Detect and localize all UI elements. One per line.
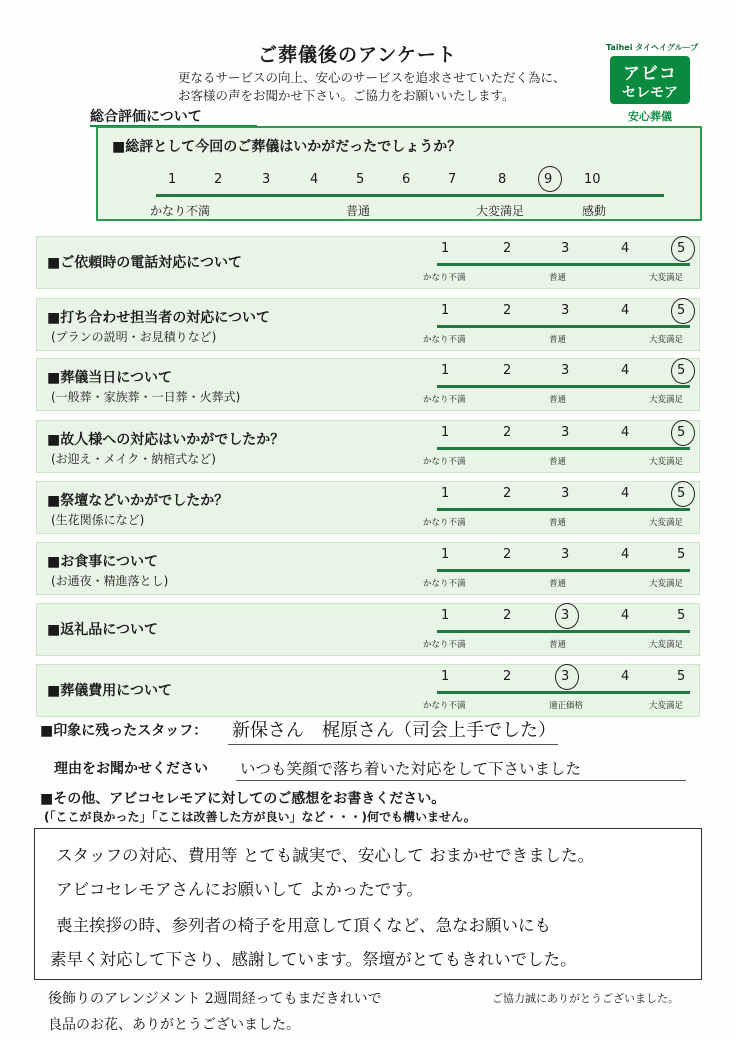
rating-option-4[interactable]: 4: [621, 363, 630, 378]
overall-scale-number[interactable]: 5: [356, 172, 365, 187]
rating-option-5[interactable]: 5: [677, 669, 686, 684]
selected-rating-mark: [555, 603, 579, 629]
rating-option-3[interactable]: 3: [561, 241, 570, 256]
question-title: ■返礼品について: [47, 622, 158, 638]
intro-line-2: お客様の声をお聞かせ下さい。ご協力をお願いいたします。: [178, 88, 515, 103]
question-title: ■ご依頼時の電話対応について: [47, 255, 242, 271]
overall-scale-number[interactable]: 2: [214, 172, 223, 187]
selected-rating-mark: [555, 664, 579, 690]
rating-label-low: かなり不満: [423, 457, 466, 467]
rating-option-2[interactable]: 2: [503, 363, 512, 378]
rating-option-3[interactable]: 3: [561, 425, 570, 440]
company-logo: [604, 40, 699, 130]
overall-scale-number[interactable]: 1: [168, 172, 177, 187]
rating-label-mid: 普通: [549, 518, 567, 528]
question-title: ■打ち合わせ担当者の対応について: [47, 310, 270, 326]
overall-section-title: [90, 106, 257, 126]
rating-option-4[interactable]: 4: [621, 608, 630, 623]
rating-option-4[interactable]: 4: [621, 425, 630, 440]
rating-label-high: 大変満足: [649, 273, 684, 283]
intro-line-1: 更なるサービスの向上、安心のサービスを追求させていただく為に、: [178, 70, 566, 85]
overall-scale-number[interactable]: 10: [584, 172, 601, 187]
rating-label-high: 大変満足: [649, 335, 684, 345]
overall-label-low: かなり不満: [150, 204, 211, 218]
question-subtitle: (生花関係になど): [51, 513, 145, 527]
rating-label-high: 大変満足: [649, 640, 684, 650]
rating-label-mid: 適正価格: [549, 701, 584, 711]
rating-scale-line: [437, 325, 690, 328]
reason-answer: いつも笑顔で落ち着いた対応をして下さいました: [240, 760, 582, 778]
rating-option-2[interactable]: 2: [503, 486, 512, 501]
rating-option-1[interactable]: 1: [441, 363, 450, 378]
comment-line-1: スタッフの対応、費用等 とても誠実で、安心して おまかせできました。: [56, 846, 595, 865]
comments-label: ■その他、アビコセレモアに対してのご感想をお書きください。: [40, 791, 446, 807]
question-subtitle: (一般葬・家族葬・一日葬・火葬式): [51, 390, 241, 404]
staff-answer-line: [228, 744, 558, 745]
rating-scale-line: [437, 691, 690, 694]
staff-label: ■印象に残ったスタッフ：: [40, 723, 208, 739]
rating-scale-line: [437, 630, 690, 633]
overall-scale-number[interactable]: 7: [448, 172, 457, 187]
logo-tagline: 安心葬儀: [628, 110, 672, 123]
overall-scale-line: [156, 194, 664, 197]
thanks-note: ご協力誠にありがとうございました。: [492, 992, 679, 1005]
question-row: [36, 542, 700, 595]
comment-line-2: アビコセレモアさんにお願いして よかったです。: [56, 880, 423, 899]
question-row: [36, 298, 700, 351]
rating-label-mid: 普通: [549, 579, 567, 589]
question-row: [36, 236, 700, 289]
question-title: ■葬儀費用について: [47, 683, 172, 699]
logo-line-2: セレモア: [622, 85, 678, 101]
selected-rating-mark: [671, 298, 695, 324]
rating-option-1[interactable]: 1: [441, 608, 450, 623]
rating-option-3[interactable]: 3: [561, 363, 570, 378]
overall-section-title-text: 総合評価について: [90, 109, 257, 127]
rating-option-3[interactable]: 3: [561, 669, 570, 684]
question-title: ■故人様への対応はいかがでしたか？: [47, 432, 285, 448]
overall-scale-number[interactable]: 6: [402, 172, 411, 187]
rating-option-2[interactable]: 2: [503, 669, 512, 684]
overall-question: ■総評として今回のご葬儀はいかがだったでしょうか？: [112, 139, 462, 155]
rating-label-mid: 普通: [549, 395, 567, 405]
rating-label-low: かなり不満: [423, 335, 466, 345]
selected-rating-mark: [671, 236, 695, 262]
rating-option-1[interactable]: 1: [441, 486, 450, 501]
logo-group-name: Taihei タイヘイグループ: [606, 43, 699, 52]
logo-badge: [610, 56, 690, 104]
rating-label-high: 大変満足: [649, 518, 684, 528]
rating-scale-line: [437, 385, 690, 388]
staff-answer: 新保さん 梶原さん（司会上手でした）: [232, 720, 556, 741]
rating-option-1[interactable]: 1: [441, 241, 450, 256]
rating-option-3[interactable]: 3: [561, 303, 570, 318]
rating-option-4[interactable]: 4: [621, 241, 630, 256]
rating-scale-line: [437, 508, 690, 511]
rating-label-low: かなり不満: [423, 640, 466, 650]
overall-label-high: 大変満足: [476, 204, 525, 218]
rating-option-5[interactable]: 5: [677, 547, 686, 562]
rating-option-4[interactable]: 4: [621, 486, 630, 501]
rating-option-4[interactable]: 4: [621, 669, 630, 684]
rating-option-2[interactable]: 2: [503, 547, 512, 562]
rating-label-mid: 普通: [549, 335, 567, 345]
rating-label-high: 大変満足: [649, 701, 684, 711]
rating-option-5[interactable]: 5: [677, 425, 686, 440]
rating-option-1[interactable]: 1: [441, 547, 450, 562]
rating-option-5[interactable]: 5: [677, 608, 686, 623]
rating-label-low: かなり不満: [423, 701, 466, 711]
rating-label-high: 大変満足: [649, 579, 684, 589]
comments-sublabel: (「ここが良かった」「ここは改善した方が良い」など・・・)何でも構いません。: [44, 810, 476, 824]
rating-option-3[interactable]: 3: [561, 486, 570, 501]
rating-option-2[interactable]: 2: [503, 425, 512, 440]
rating-scale-line: [437, 569, 690, 572]
rating-option-2[interactable]: 2: [503, 241, 512, 256]
reason-label: 理由をお聞かせください: [54, 761, 208, 777]
overall-label-mid: 普通: [346, 204, 371, 218]
logo-line-1: アビコ: [623, 64, 677, 84]
rating-option-1[interactable]: 1: [441, 669, 450, 684]
overall-scale-number[interactable]: 8: [498, 172, 507, 187]
rating-option-5[interactable]: 5: [677, 486, 686, 501]
rating-option-3[interactable]: 3: [561, 608, 570, 623]
rating-label-high: 大変満足: [649, 457, 684, 467]
rating-option-2[interactable]: 2: [503, 608, 512, 623]
rating-option-5[interactable]: 5: [677, 363, 686, 378]
rating-scale-line: [437, 263, 690, 266]
question-row: [36, 664, 700, 717]
question-subtitle: (お迎え・メイク・納棺式など): [51, 452, 216, 466]
question-row: [36, 358, 700, 411]
rating-label-mid: 普通: [549, 273, 567, 283]
question-row: [36, 603, 700, 656]
rating-label-low: かなり不満: [423, 579, 466, 589]
overall-label-top: 感動: [582, 204, 607, 218]
question-subtitle: (プランの説明・お見積りなど): [51, 330, 217, 344]
selected-rating-mark: [671, 481, 695, 507]
rating-option-2[interactable]: 2: [503, 303, 512, 318]
page-title: ご葬儀後のアンケート: [258, 44, 457, 66]
question-title: ■葬儀当日について: [47, 370, 172, 386]
question-subtitle: (お通夜・精進落とし): [51, 574, 169, 588]
comment-line-5: 後飾りのアレンジメント 2週間経ってもまだきれいで: [48, 991, 382, 1007]
overall-rating-box: [96, 126, 702, 221]
question-title: ■祭壇などいかがでしたか？: [47, 493, 229, 509]
rating-label-mid: 普通: [549, 457, 567, 467]
rating-option-4[interactable]: 4: [621, 547, 630, 562]
rating-option-1[interactable]: 1: [441, 425, 450, 440]
rating-option-5[interactable]: 5: [677, 303, 686, 318]
question-row: [36, 420, 700, 473]
overall-scale-number[interactable]: 9: [544, 172, 553, 187]
rating-label-low: かなり不満: [423, 273, 466, 283]
rating-label-low: かなり不満: [423, 518, 466, 528]
rating-option-3[interactable]: 3: [561, 547, 570, 562]
overall-selected-mark: [538, 166, 562, 192]
rating-label-high: 大変満足: [649, 395, 684, 405]
question-row: [36, 481, 700, 534]
overall-scale-number[interactable]: 4: [310, 172, 319, 187]
rating-option-4[interactable]: 4: [621, 303, 630, 318]
comment-line-3: 喪主挨拶の時、参列者の椅子を用意して頂くなど、急なお願いにも: [56, 916, 551, 935]
rating-label-mid: 普通: [549, 640, 567, 650]
selected-rating-mark: [671, 358, 695, 384]
rating-label-low: かなり不満: [423, 395, 466, 405]
rating-option-1[interactable]: 1: [441, 303, 450, 318]
comment-line-4: 素早く対応して下さり、感謝しています。祭壇がとてもきれいでした。: [50, 950, 577, 969]
rating-scale-line: [437, 447, 690, 450]
overall-scale-number[interactable]: 3: [262, 172, 271, 187]
comment-line-6: 良品のお花、ありがとうございました。: [48, 1017, 300, 1033]
reason-answer-line: [236, 780, 686, 781]
question-title: ■お食事について: [47, 554, 158, 570]
selected-rating-mark: [671, 420, 695, 446]
rating-option-5[interactable]: 5: [677, 241, 686, 256]
